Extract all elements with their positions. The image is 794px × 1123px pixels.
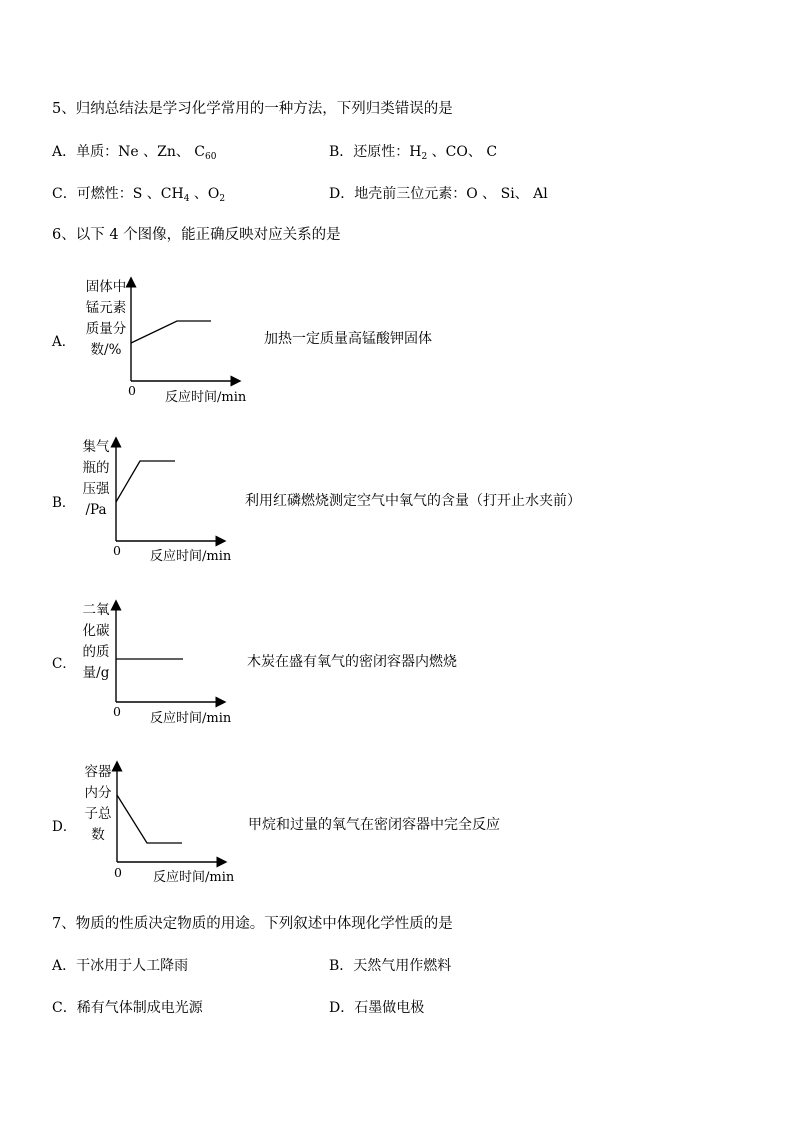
q7-stem: 7、物质的性质决定物质的用途。下列叙述中体现化学性质的是 bbox=[52, 916, 453, 932]
x-axis-label: 反应时间/min bbox=[150, 711, 232, 726]
option-label: C． bbox=[52, 656, 76, 672]
q7-option-d: D．石墨做电极 bbox=[329, 1000, 425, 1016]
curve-line bbox=[117, 795, 182, 843]
y-axis-label: 集气 瓶的 压强 /Pa bbox=[82, 439, 110, 518]
q5-option-c: C．可燃性：S 、$CH_4$ 、$O_2$ bbox=[52, 186, 226, 204]
q5-option-d: D．地壳前三位元素：O 、 Si、 Al bbox=[329, 186, 548, 202]
y-axis-label: 固体中 锰元素 质量分 数/% bbox=[85, 279, 127, 358]
origin-label: 0 bbox=[113, 543, 121, 558]
y-axis-label: 容器 内分 子总 数 bbox=[84, 764, 112, 843]
q5-option-a: A．单质：Ne 、Zn、 $C_{60}$ bbox=[52, 144, 217, 162]
option-label: B． bbox=[52, 495, 76, 511]
graph-description: 利用红磷燃烧测定空气中氧气的含量（打开止水夹前） bbox=[245, 493, 581, 509]
q5-option-b: B．还原性：$H_2$ 、CO、 C bbox=[329, 144, 498, 162]
q5-stem: 5、归纳总结法是学习化学常用的一种方法，下列归类错误的是 bbox=[52, 101, 453, 117]
x-axis-label: 反应时间/min bbox=[153, 870, 235, 885]
q7-option-a: A．干冰用于人工降雨 bbox=[52, 958, 189, 974]
q6-stem: 6、以下 4 个图像，能正确反映对应关系的是 bbox=[52, 227, 341, 243]
y-axis-label: 二氧 化碳 的质 量/g bbox=[82, 602, 110, 681]
option-label: D． bbox=[52, 819, 77, 835]
origin-label: 0 bbox=[113, 704, 121, 719]
x-axis-label: 反应时间/min bbox=[150, 549, 232, 564]
graph-description: 木炭在盛有氧气的密闭容器内燃烧 bbox=[247, 654, 457, 670]
option-label: A． bbox=[52, 334, 76, 350]
origin-label: 0 bbox=[128, 383, 136, 398]
q7-option-c: C．稀有气体制成电光源 bbox=[52, 1000, 203, 1016]
origin-label: 0 bbox=[114, 865, 122, 880]
q7-option-b: B．天然气用作燃料 bbox=[329, 958, 452, 974]
graph-description: 加热一定质量高锰酸钾固体 bbox=[264, 331, 432, 347]
x-axis-label: 反应时间/min bbox=[165, 390, 247, 405]
graph-description: 甲烷和过量的氧气在密闭容器中完全反应 bbox=[248, 817, 500, 833]
